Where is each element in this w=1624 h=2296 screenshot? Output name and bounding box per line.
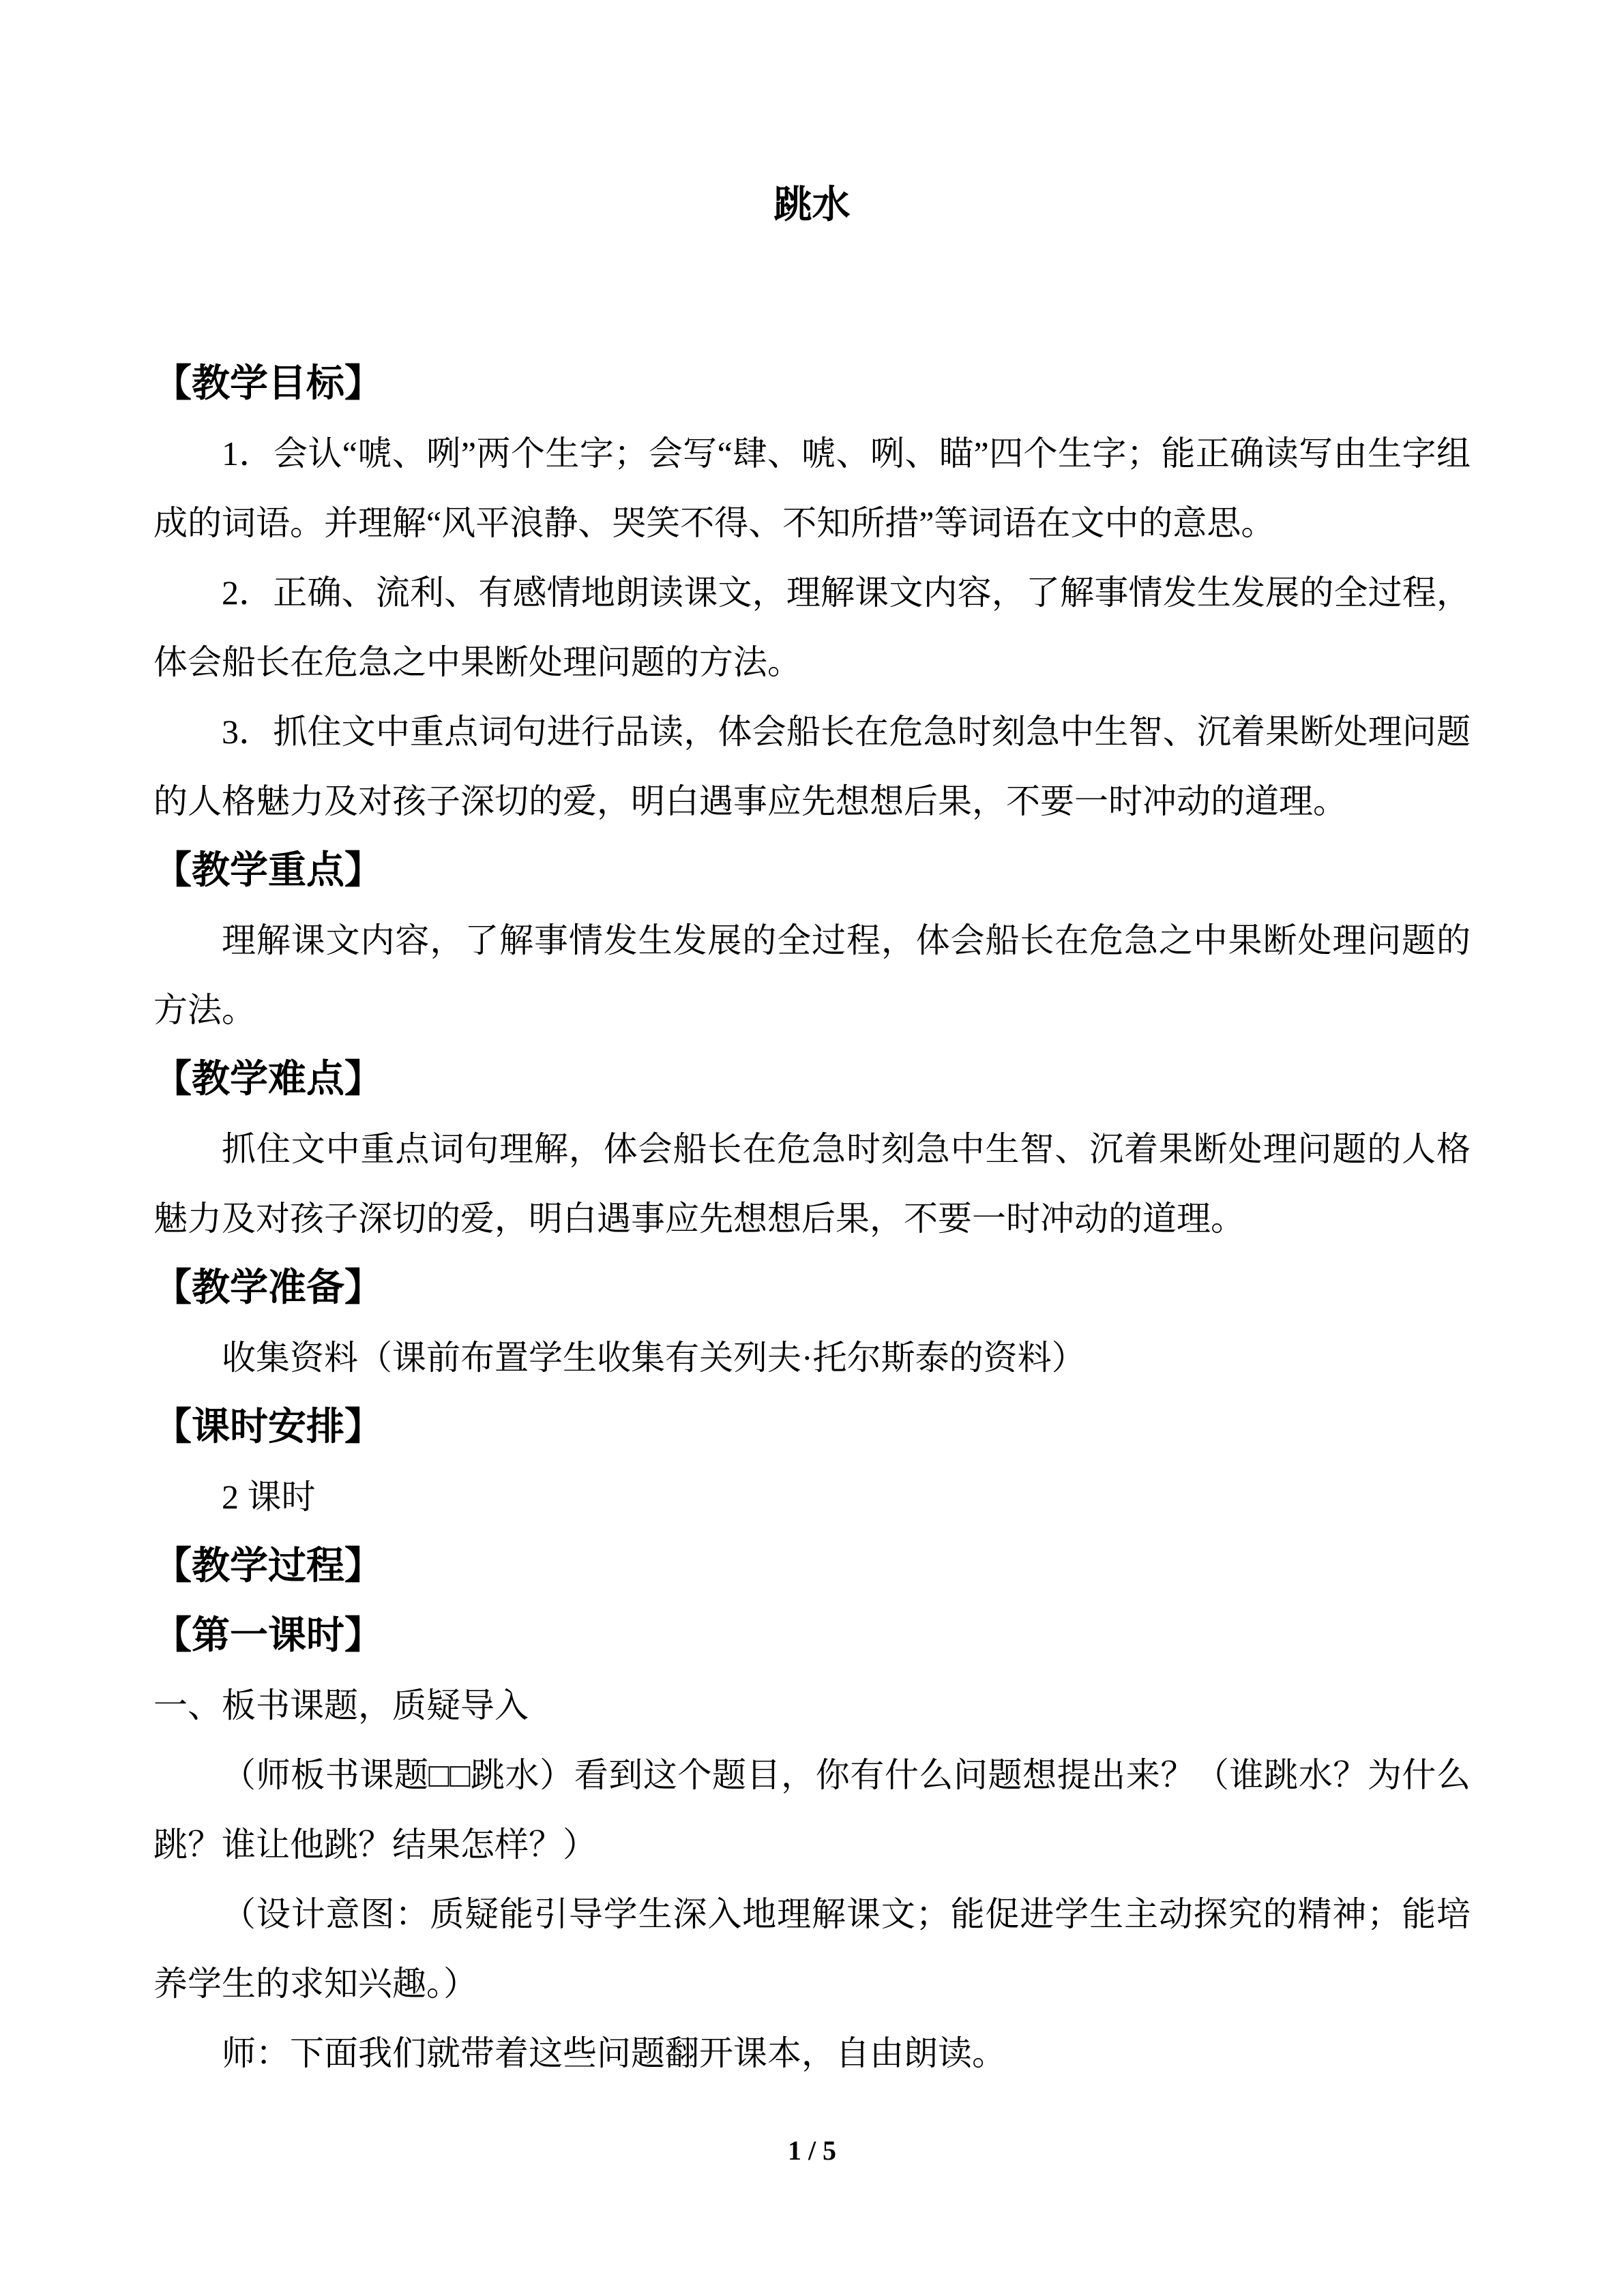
paragraph: 2 课时 <box>222 1478 316 1516</box>
paragraph: 师：下面我们就带着这些问题翻开课本，自由朗读。 <box>222 2034 1006 2072</box>
paragraph: 收集资料（课前布置学生收集有关列夫·托尔斯泰的资料） <box>222 1339 1086 1377</box>
paragraph: （师板书课题□□跳水）看到这个题目，你有什么问题想提出来？（谁跳水？为什么跳？谁让他跳？结果怎样？） <box>153 1756 1471 1864</box>
document-title: 跳水 <box>773 184 851 226</box>
document-body <box>153 349 1471 2088</box>
page-number: 1 / 5 <box>787 2135 837 2166</box>
paragraph: （设计意图：质疑能引导学生深入地理解课文；能促进学生主动探究的精神；能培养学生的求知兴趣。） <box>153 1895 1471 2003</box>
section-heading-teaching-difficulties: 【教学难点】 <box>153 1058 383 1101</box>
section-heading-teaching-preparation: 【教学准备】 <box>153 1267 383 1309</box>
section-heading-teaching-key-points: 【教学重点】 <box>153 850 383 892</box>
paragraph: 1．会认“唬、咧”两个生字；会写“肆、唬、咧、瞄”四个生字；能正确读写由生字组成的词语。并理解“风平浪静、哭笑不得、不知所措”等词语在文中的意思。 <box>153 434 1471 542</box>
section-heading-teaching-goals: 【教学目标】 <box>153 363 383 405</box>
paragraph: 理解课文内容，了解事情发生发展的全过程，体会船长在危急之中果断处理问题的方法。 <box>153 921 1471 1029</box>
section-heading-teaching-process: 【教学过程】 <box>153 1545 383 1587</box>
paragraph-list-item: 一、板书课题，质疑导入 <box>153 1686 529 1725</box>
paragraph: 2．正确、流利、有感情地朗读课文，理解课文内容，了解事情发生发展的全过程，体会船长在危急之中果断处理问题的方法。 <box>153 573 1471 681</box>
paragraph: 抓住文中重点词句理解，体会船长在危急时刻急中生智、沉着果断处理问题的人格魅力及对孩子深切的爱，明白遇事应先想想后果，不要一时冲动的道理。 <box>153 1130 1471 1238</box>
paragraph: 3．抓住文中重点词句进行品读，体会船长在危急时刻急中生智、沉着果断处理问题的人格魅力及对孩子深切的爱，明白遇事应先想想后果，不要一时冲动的道理。 <box>153 713 1471 820</box>
section-heading-first-lesson: 【第一课时】 <box>153 1615 383 1657</box>
section-heading-lesson-schedule: 【课时安排】 <box>153 1406 383 1448</box>
